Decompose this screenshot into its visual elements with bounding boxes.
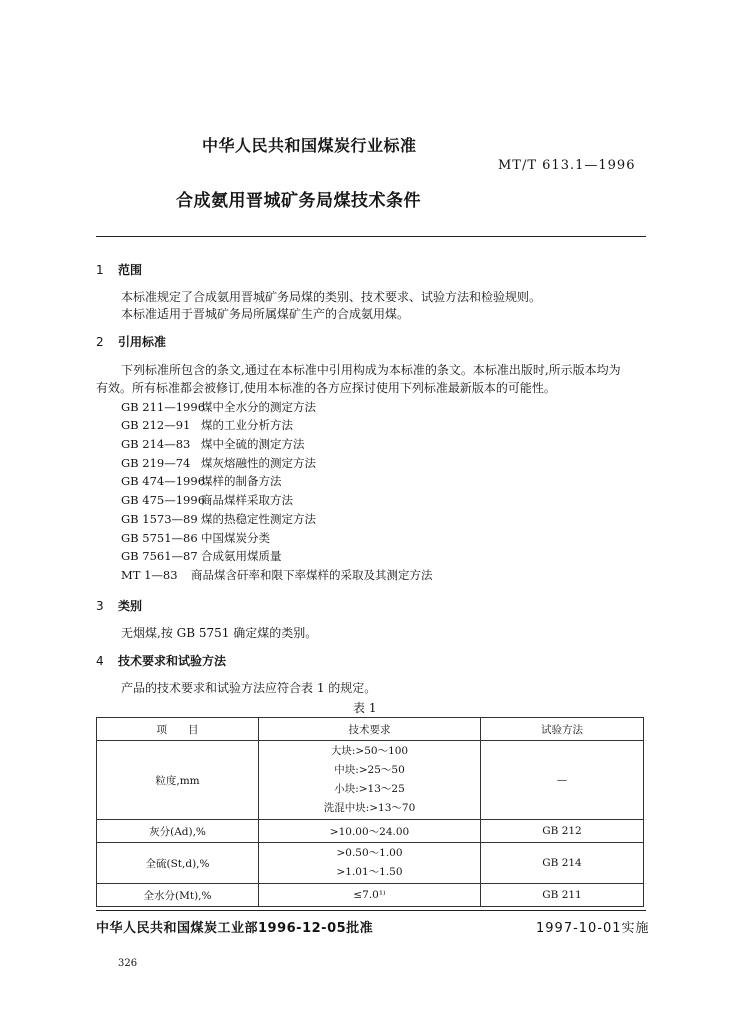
approval-statement: 中华人民共和国煤炭工业部1996-12-05批准 bbox=[96, 921, 374, 936]
reference-name: 煤中全水分的测定方法 bbox=[201, 400, 316, 414]
reference-name: 合成氨用煤质量 bbox=[201, 549, 282, 563]
table-caption: 表 1 bbox=[353, 701, 377, 715]
footer-rule bbox=[96, 910, 646, 911]
cell-method: GB 214 bbox=[481, 843, 644, 884]
section-1-number: 1 bbox=[96, 263, 104, 277]
section-3-title: 类别 bbox=[118, 599, 143, 613]
cell-requirement bbox=[259, 843, 481, 884]
header-item: 项 目 bbox=[97, 718, 259, 741]
reference-code: GB 5751—86 bbox=[121, 531, 198, 545]
section-1-paragraph-2: 本标准适用于晋城矿务局所属煤矿生产的合成氨用煤。 bbox=[121, 307, 410, 321]
header-requirement: 技术要求 bbox=[259, 718, 481, 741]
table-row-size bbox=[97, 741, 644, 820]
technical-requirements-table bbox=[96, 717, 644, 907]
cell-item: 灰分(Ad),% bbox=[97, 820, 259, 843]
section-2-heading bbox=[96, 333, 166, 350]
reference-code: GB 474—1996 bbox=[121, 474, 206, 488]
reference-code: GB 475—1996 bbox=[121, 493, 206, 507]
requirement-line: 小块:>13～25 bbox=[334, 783, 405, 795]
section-2-intro-line-2: 有效。所有标准都会被修订,使用本标准的各方应探讨使用下列标准最新版本的可能性。 bbox=[96, 381, 556, 395]
reference-item bbox=[121, 455, 316, 471]
section-1-title: 范围 bbox=[118, 263, 143, 277]
section-4-paragraph: 产品的技术要求和试验方法应符合表 1 的规定。 bbox=[121, 681, 377, 695]
reference-item bbox=[121, 511, 316, 527]
effective-date: 1997-10-01实施 bbox=[536, 921, 650, 936]
cell-method: GB 212 bbox=[481, 820, 644, 843]
cell-item: 粒度,mm bbox=[97, 741, 259, 820]
reference-name: 煤样的制备方法 bbox=[201, 474, 282, 488]
section-3-heading bbox=[96, 597, 142, 614]
reference-code: MT 1—83 bbox=[121, 568, 178, 582]
reference-name: 煤的工业分析方法 bbox=[201, 418, 293, 432]
reference-code: GB 219—74 bbox=[121, 456, 191, 470]
reference-name: 商品煤样采取方法 bbox=[201, 493, 293, 507]
header-rule bbox=[96, 236, 646, 237]
document-title: 合成氨用晋城矿务局煤技术条件 bbox=[176, 191, 421, 211]
table-header-row bbox=[97, 718, 644, 741]
reference-name: 中国煤炭分类 bbox=[201, 531, 270, 545]
cell-item: 全硫(St,d),% bbox=[97, 843, 259, 884]
reference-item bbox=[121, 473, 282, 489]
requirement-line: 中块:>25～50 bbox=[334, 764, 405, 776]
section-3-paragraph: 无烟煤,按 GB 5751 确定煤的类别。 bbox=[121, 626, 318, 640]
section-1-paragraph-1: 本标准规定了合成氨用晋城矿务局煤的类别、技术要求、试验方法和检验规则。 bbox=[121, 290, 542, 304]
reference-code: GB 1573—89 bbox=[121, 512, 198, 526]
requirement-line: >0.50～1.00 bbox=[336, 847, 403, 859]
reference-code: GB 211—1996 bbox=[121, 400, 206, 414]
section-4-heading bbox=[96, 652, 226, 669]
reference-item bbox=[121, 399, 316, 415]
requirement-line: >1.01～1.50 bbox=[336, 866, 403, 878]
requirement-line: 大块:>50～100 bbox=[330, 745, 409, 757]
reference-item bbox=[121, 567, 433, 583]
reference-code: GB 212—91 bbox=[121, 418, 191, 432]
table-row-moisture bbox=[97, 884, 644, 907]
cell-method: GB 211 bbox=[481, 884, 644, 907]
header-method: 试验方法 bbox=[481, 718, 644, 741]
table-row-sulfur bbox=[97, 843, 644, 884]
reference-name: 商品煤含矸率和限下率煤样的采取及其测定方法 bbox=[191, 568, 433, 582]
section-2-intro-line-1: 下列标准所包含的条文,通过在本标准中引用构成为本标准的条文。本标准出版时,所示版本均为 bbox=[121, 363, 621, 377]
reference-name: 煤的热稳定性测定方法 bbox=[201, 512, 316, 526]
reference-item bbox=[121, 530, 270, 546]
requirement-line: 洗混中块:>13～70 bbox=[323, 802, 416, 814]
cell-item: 全水分(Mt),% bbox=[97, 884, 259, 907]
section-2-title: 引用标准 bbox=[118, 335, 167, 349]
cell-requirement: >10.00～24.00 bbox=[259, 820, 481, 843]
reference-item bbox=[121, 417, 293, 433]
section-3-number: 3 bbox=[96, 599, 104, 613]
reference-item bbox=[121, 492, 293, 508]
table-row-ash bbox=[97, 820, 644, 843]
section-2-number: 2 bbox=[96, 335, 104, 349]
standard-code: MT/T 613.1—1996 bbox=[498, 158, 636, 173]
cell-method: — bbox=[481, 741, 644, 820]
section-4-number: 4 bbox=[96, 654, 104, 668]
issuing-body-title: 中华人民共和国煤炭行业标准 bbox=[202, 136, 417, 155]
reference-name: 煤灰熔融性的测定方法 bbox=[201, 456, 316, 470]
reference-name: 煤中全硫的测定方法 bbox=[201, 437, 305, 451]
reference-code: GB 214—83 bbox=[121, 437, 191, 451]
reference-code: GB 7561—87 bbox=[121, 549, 198, 563]
reference-item bbox=[121, 436, 305, 452]
cell-requirement: ≤7.0¹⁾ bbox=[259, 884, 481, 907]
section-1-heading bbox=[96, 261, 142, 278]
page-number: 326 bbox=[118, 958, 138, 969]
reference-item bbox=[121, 548, 282, 564]
cell-requirement bbox=[259, 741, 481, 820]
section-4-title: 技术要求和试验方法 bbox=[118, 654, 227, 668]
